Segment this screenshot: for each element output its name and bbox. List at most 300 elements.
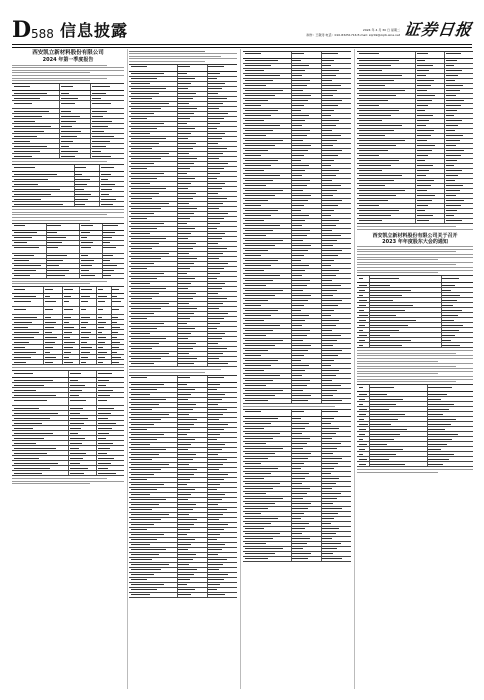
table-divider xyxy=(207,468,208,472)
table-divider xyxy=(90,139,91,143)
table-divider xyxy=(321,169,322,173)
table-divider xyxy=(291,129,292,133)
table-cell-text xyxy=(61,146,70,147)
table-cell-text xyxy=(359,190,405,191)
cash-flow-table xyxy=(243,409,351,562)
table-cell-text xyxy=(98,423,116,424)
table-divider xyxy=(427,392,428,396)
table-divider xyxy=(177,292,178,296)
table-cell-text xyxy=(245,260,278,261)
table-cell-text xyxy=(131,499,167,500)
table-divider xyxy=(291,427,292,431)
table-cell-text xyxy=(245,145,276,146)
table-divider xyxy=(99,182,100,186)
table-cell-text xyxy=(14,322,33,323)
table-divider xyxy=(79,355,80,359)
table-divider xyxy=(96,456,97,460)
text-line xyxy=(357,469,473,470)
table-divider xyxy=(177,498,178,502)
table-cell-text xyxy=(131,298,152,299)
table-cell-text xyxy=(245,290,283,291)
table-divider xyxy=(74,172,75,176)
table-divider xyxy=(441,328,442,332)
table-cell-text xyxy=(446,190,460,191)
table-cell-text xyxy=(245,463,262,464)
table-divider xyxy=(74,177,75,181)
table-divider xyxy=(321,394,322,398)
table-cell-text xyxy=(208,143,218,144)
column-4 xyxy=(357,49,473,689)
table-divider xyxy=(369,328,370,332)
table-divider xyxy=(59,119,60,123)
table-divider xyxy=(177,242,178,246)
table-cell-text xyxy=(245,105,262,106)
table-cell-text xyxy=(428,444,447,445)
table-divider xyxy=(68,398,69,405)
table-cell-text xyxy=(292,538,310,539)
table-divider xyxy=(177,102,178,106)
table-cell-text xyxy=(359,340,365,341)
table-cell-text xyxy=(292,528,305,529)
table-cell-text xyxy=(359,180,394,181)
table-cell-text xyxy=(292,325,302,326)
table-divider xyxy=(96,299,97,306)
table-cell-text xyxy=(208,288,221,289)
table-cell-text xyxy=(245,270,264,271)
table-divider xyxy=(43,335,44,339)
table-cell-text xyxy=(208,158,219,159)
table-cell-text xyxy=(208,429,224,430)
table-cell-text xyxy=(322,548,337,549)
table-cell-text xyxy=(178,377,190,378)
table-divider xyxy=(79,294,80,298)
table-cell-text xyxy=(112,332,118,333)
table-divider xyxy=(207,157,208,161)
table-cell-text xyxy=(208,589,216,590)
table-cell-text xyxy=(245,543,266,544)
table-divider xyxy=(207,327,208,331)
text-line xyxy=(357,249,473,250)
table-cell-text xyxy=(70,408,83,409)
table-divider xyxy=(321,359,322,363)
table-divider xyxy=(291,472,292,476)
page-letter: D xyxy=(12,17,32,43)
table-cell-text xyxy=(245,180,274,181)
table-divider xyxy=(415,74,416,78)
table-cell-text xyxy=(14,247,39,248)
table-cell-text xyxy=(131,133,150,134)
table-cell-text xyxy=(245,265,271,266)
table-cell-text xyxy=(98,327,104,328)
table-cell-text xyxy=(292,423,309,424)
table-cell-text xyxy=(292,558,308,559)
table-cell-text xyxy=(245,115,271,116)
table-cell-text xyxy=(131,143,160,144)
table-divider xyxy=(369,402,370,406)
table-cell-text xyxy=(446,170,462,171)
table-cell-text xyxy=(14,413,59,414)
table-cell-text xyxy=(292,380,310,381)
table-divider xyxy=(207,398,208,402)
table-divider xyxy=(207,438,208,442)
table-divider xyxy=(415,64,416,68)
table-divider xyxy=(291,64,292,68)
table-divider xyxy=(207,347,208,351)
table-divider xyxy=(96,431,97,435)
table-cell-text xyxy=(245,110,278,111)
table-cell-text xyxy=(208,363,227,364)
table-divider xyxy=(177,503,178,507)
table-cell-text xyxy=(178,579,190,580)
table-divider xyxy=(96,436,97,440)
table-cell-text xyxy=(245,135,266,136)
table-cell-text xyxy=(64,347,73,348)
table-cell-text xyxy=(322,453,333,454)
table-cell-text xyxy=(98,463,111,464)
table-divider xyxy=(207,227,208,231)
table-cell-text xyxy=(14,242,27,243)
table-cell-text xyxy=(359,160,400,161)
table-cell-text xyxy=(131,377,148,378)
table-cell-text xyxy=(245,215,271,216)
table-cell-text xyxy=(81,247,91,248)
table-cell-text xyxy=(14,390,36,391)
table-divider xyxy=(427,462,428,466)
table-divider xyxy=(291,264,292,268)
table-cell-text xyxy=(178,308,197,309)
table-cell-text xyxy=(359,170,382,171)
table-cell-text xyxy=(101,184,115,185)
table-cell-text xyxy=(64,332,72,333)
table-cell-text xyxy=(131,253,169,254)
table-divider xyxy=(321,532,322,536)
table-cell-text xyxy=(98,352,107,353)
table-divider xyxy=(90,114,91,118)
table-divider xyxy=(79,274,80,278)
table-divider xyxy=(291,124,292,128)
table-divider xyxy=(369,452,370,456)
table-cell-text xyxy=(131,449,167,450)
table-divider xyxy=(321,374,322,378)
table-divider xyxy=(43,345,44,349)
table-cell-text xyxy=(208,544,225,545)
table-cell-text xyxy=(112,337,116,338)
table-cell-text xyxy=(292,110,300,111)
table-row xyxy=(357,462,473,467)
table-cell-text xyxy=(292,395,311,396)
table-cell-text xyxy=(370,444,386,445)
table-divider xyxy=(43,330,44,334)
table-cell-text xyxy=(322,110,334,111)
table-cell-text xyxy=(292,370,305,371)
table-divider xyxy=(441,283,442,287)
table-cell-text xyxy=(208,459,226,460)
table-cell-text xyxy=(92,98,101,99)
table-divider xyxy=(59,149,60,153)
table-divider xyxy=(427,427,428,431)
table-cell-text xyxy=(178,484,186,485)
table-cell-text xyxy=(81,337,89,338)
table-cell-text xyxy=(417,165,433,166)
table-divider xyxy=(111,355,112,359)
table-cell-text xyxy=(292,150,308,151)
table-divider xyxy=(291,159,292,163)
table-divider xyxy=(177,327,178,331)
table-cell-text xyxy=(292,265,309,266)
table-cell-text xyxy=(245,335,266,336)
table-divider xyxy=(291,119,292,123)
table-cell-text xyxy=(178,303,189,304)
table-cell-text xyxy=(131,509,152,510)
table-divider xyxy=(291,492,292,496)
table-divider xyxy=(321,319,322,323)
table-cell-text xyxy=(322,170,339,171)
table-cell-text xyxy=(14,347,25,348)
table-divider xyxy=(177,247,178,251)
table-divider xyxy=(291,507,292,511)
table-cell-text xyxy=(446,175,459,176)
table-cell-text xyxy=(14,468,50,469)
table-divider xyxy=(291,399,292,403)
table-divider xyxy=(111,325,112,329)
table-cell-text xyxy=(292,245,311,246)
table-cell-text xyxy=(322,523,330,524)
balance-sheet-table xyxy=(129,64,237,367)
table-divider xyxy=(321,299,322,303)
table-cell-text xyxy=(292,145,311,146)
table-divider xyxy=(444,99,445,103)
table-cell-text xyxy=(292,160,300,161)
table-cell-text xyxy=(208,494,225,495)
table-divider xyxy=(427,442,428,446)
table-cell-text xyxy=(64,296,71,297)
table-cell-text xyxy=(292,235,307,236)
table-cell-text xyxy=(178,66,190,67)
table-cell-text xyxy=(245,75,281,76)
table-cell-text xyxy=(245,428,264,429)
table-divider xyxy=(291,537,292,541)
table-divider xyxy=(96,287,97,293)
table-cell-text xyxy=(64,337,70,338)
table-cell-text xyxy=(14,189,60,190)
table-divider xyxy=(207,147,208,151)
table-cell-text xyxy=(61,103,75,104)
table-divider xyxy=(62,330,63,334)
table-divider xyxy=(207,448,208,452)
table-cell-text xyxy=(131,233,150,234)
table-divider xyxy=(207,127,208,131)
table-divider xyxy=(207,197,208,201)
table-divider xyxy=(96,398,97,405)
table-divider xyxy=(177,393,178,397)
table-cell-text xyxy=(245,285,266,286)
table-divider xyxy=(90,101,91,108)
table-divider xyxy=(444,104,445,108)
table-cell-text xyxy=(446,75,459,76)
table-cell-text xyxy=(178,268,190,269)
table-divider xyxy=(444,179,445,183)
table-divider xyxy=(207,583,208,587)
table-divider xyxy=(177,297,178,301)
table-cell-text xyxy=(178,313,194,314)
table-cell-text xyxy=(417,150,432,151)
table-cell-text xyxy=(322,423,330,424)
table-divider xyxy=(291,114,292,118)
table-cell-text xyxy=(370,464,405,465)
masthead xyxy=(0,0,484,46)
table-cell-text xyxy=(178,594,191,595)
table-cell-text xyxy=(446,135,463,136)
table-cell-text xyxy=(208,564,223,565)
table-divider xyxy=(111,350,112,354)
table-cell-text xyxy=(322,385,340,386)
table-cell-text xyxy=(131,554,160,555)
table-cell-text xyxy=(245,438,274,439)
table-cell-text xyxy=(359,434,365,435)
table-divider xyxy=(59,144,60,148)
table-divider xyxy=(369,417,370,421)
table-divider xyxy=(46,224,47,230)
table-divider xyxy=(321,410,322,416)
table-cell-text xyxy=(446,165,454,166)
text-line xyxy=(129,369,221,370)
table-cell-text xyxy=(47,242,62,243)
table-divider xyxy=(177,388,178,392)
table-cell-text xyxy=(442,300,456,301)
table-cell-text xyxy=(245,235,266,236)
table-cell-text xyxy=(208,153,223,154)
table-divider xyxy=(96,451,97,455)
table-cell-text xyxy=(45,289,53,290)
table-divider xyxy=(444,89,445,93)
table-cell-text xyxy=(245,355,262,356)
table-divider xyxy=(43,307,44,314)
table-divider xyxy=(369,397,370,401)
table-divider xyxy=(90,124,91,128)
table-divider xyxy=(291,319,292,323)
table-cell-text xyxy=(178,554,196,555)
table-cell-text xyxy=(417,60,425,61)
table-cell-text xyxy=(322,245,333,246)
table-cell-text xyxy=(178,103,189,104)
table-divider xyxy=(321,219,322,223)
table-divider xyxy=(291,99,292,103)
table-cell-text xyxy=(245,488,274,489)
table-cell-text xyxy=(14,418,50,419)
data-table xyxy=(12,286,124,365)
table-cell-text xyxy=(245,315,271,316)
table-cell-text xyxy=(245,320,264,321)
data-table xyxy=(12,223,124,279)
table-cell-text xyxy=(178,208,197,209)
table-cell-text xyxy=(14,395,56,396)
table-cell-text xyxy=(131,494,150,495)
table-divider xyxy=(207,528,208,532)
table-cell-text xyxy=(61,121,76,122)
table-cell-text xyxy=(208,198,226,199)
table-cell-text xyxy=(359,449,365,450)
table-divider xyxy=(291,109,292,113)
table-cell-text xyxy=(417,75,426,76)
text-line xyxy=(129,61,205,62)
table-cell-text xyxy=(131,88,167,89)
table-cell-text xyxy=(245,548,283,549)
table-divider xyxy=(207,242,208,246)
table-divider xyxy=(46,241,47,245)
table-cell-text xyxy=(292,305,304,306)
table-cell-text xyxy=(178,424,194,425)
table-cell-text xyxy=(47,265,59,266)
table-cell-text xyxy=(131,414,169,415)
table-cell-text xyxy=(359,320,367,321)
table-divider xyxy=(177,257,178,261)
table-cell-text xyxy=(322,260,334,261)
table-cell-text xyxy=(98,443,114,444)
text-line xyxy=(357,226,456,227)
table-cell-text xyxy=(131,103,169,104)
table-cell-text xyxy=(64,327,74,328)
table-cell-text xyxy=(428,409,448,410)
table-cell-text xyxy=(442,345,460,346)
table-cell-text xyxy=(131,439,157,440)
table-divider xyxy=(415,199,416,203)
table-divider xyxy=(444,109,445,113)
table-divider xyxy=(444,214,445,218)
table-cell-text xyxy=(292,433,302,434)
table-cell-text xyxy=(446,115,454,116)
table-divider xyxy=(207,478,208,482)
table-cell-text xyxy=(14,237,32,238)
table-cell-text xyxy=(208,98,226,99)
table-divider xyxy=(207,172,208,176)
table-divider xyxy=(96,426,97,430)
table-cell-text xyxy=(322,330,332,331)
table-divider xyxy=(177,282,178,286)
table-cell-text xyxy=(101,179,108,180)
table-cell-text xyxy=(417,53,429,54)
table-divider xyxy=(207,187,208,191)
table-cell-text xyxy=(370,335,390,336)
table-cell-text xyxy=(81,352,90,353)
table-cell-text xyxy=(92,146,105,147)
table-cell-text xyxy=(178,248,193,249)
table-divider xyxy=(369,308,370,312)
text-line xyxy=(129,51,205,52)
table-divider xyxy=(415,209,416,213)
table-cell-text xyxy=(208,333,225,334)
table-cell-text xyxy=(14,126,52,127)
table-cell-text xyxy=(178,178,195,179)
table-cell-text xyxy=(14,194,51,195)
table-cell-text xyxy=(70,413,80,414)
table-cell-text xyxy=(208,514,223,515)
text-line xyxy=(357,267,473,268)
text-line xyxy=(12,70,124,71)
table-divider xyxy=(177,152,178,156)
table-cell-text xyxy=(98,390,114,391)
table-divider xyxy=(321,452,322,456)
table-cell-text xyxy=(70,433,78,434)
table-divider xyxy=(111,330,112,334)
table-cell-text xyxy=(178,534,186,535)
table-cell-text xyxy=(131,178,157,179)
table-divider xyxy=(207,403,208,407)
table-divider xyxy=(321,164,322,168)
text-line xyxy=(357,262,473,263)
table-divider xyxy=(415,52,416,58)
table-cell-text xyxy=(245,165,271,166)
table-cell-text xyxy=(245,443,266,444)
